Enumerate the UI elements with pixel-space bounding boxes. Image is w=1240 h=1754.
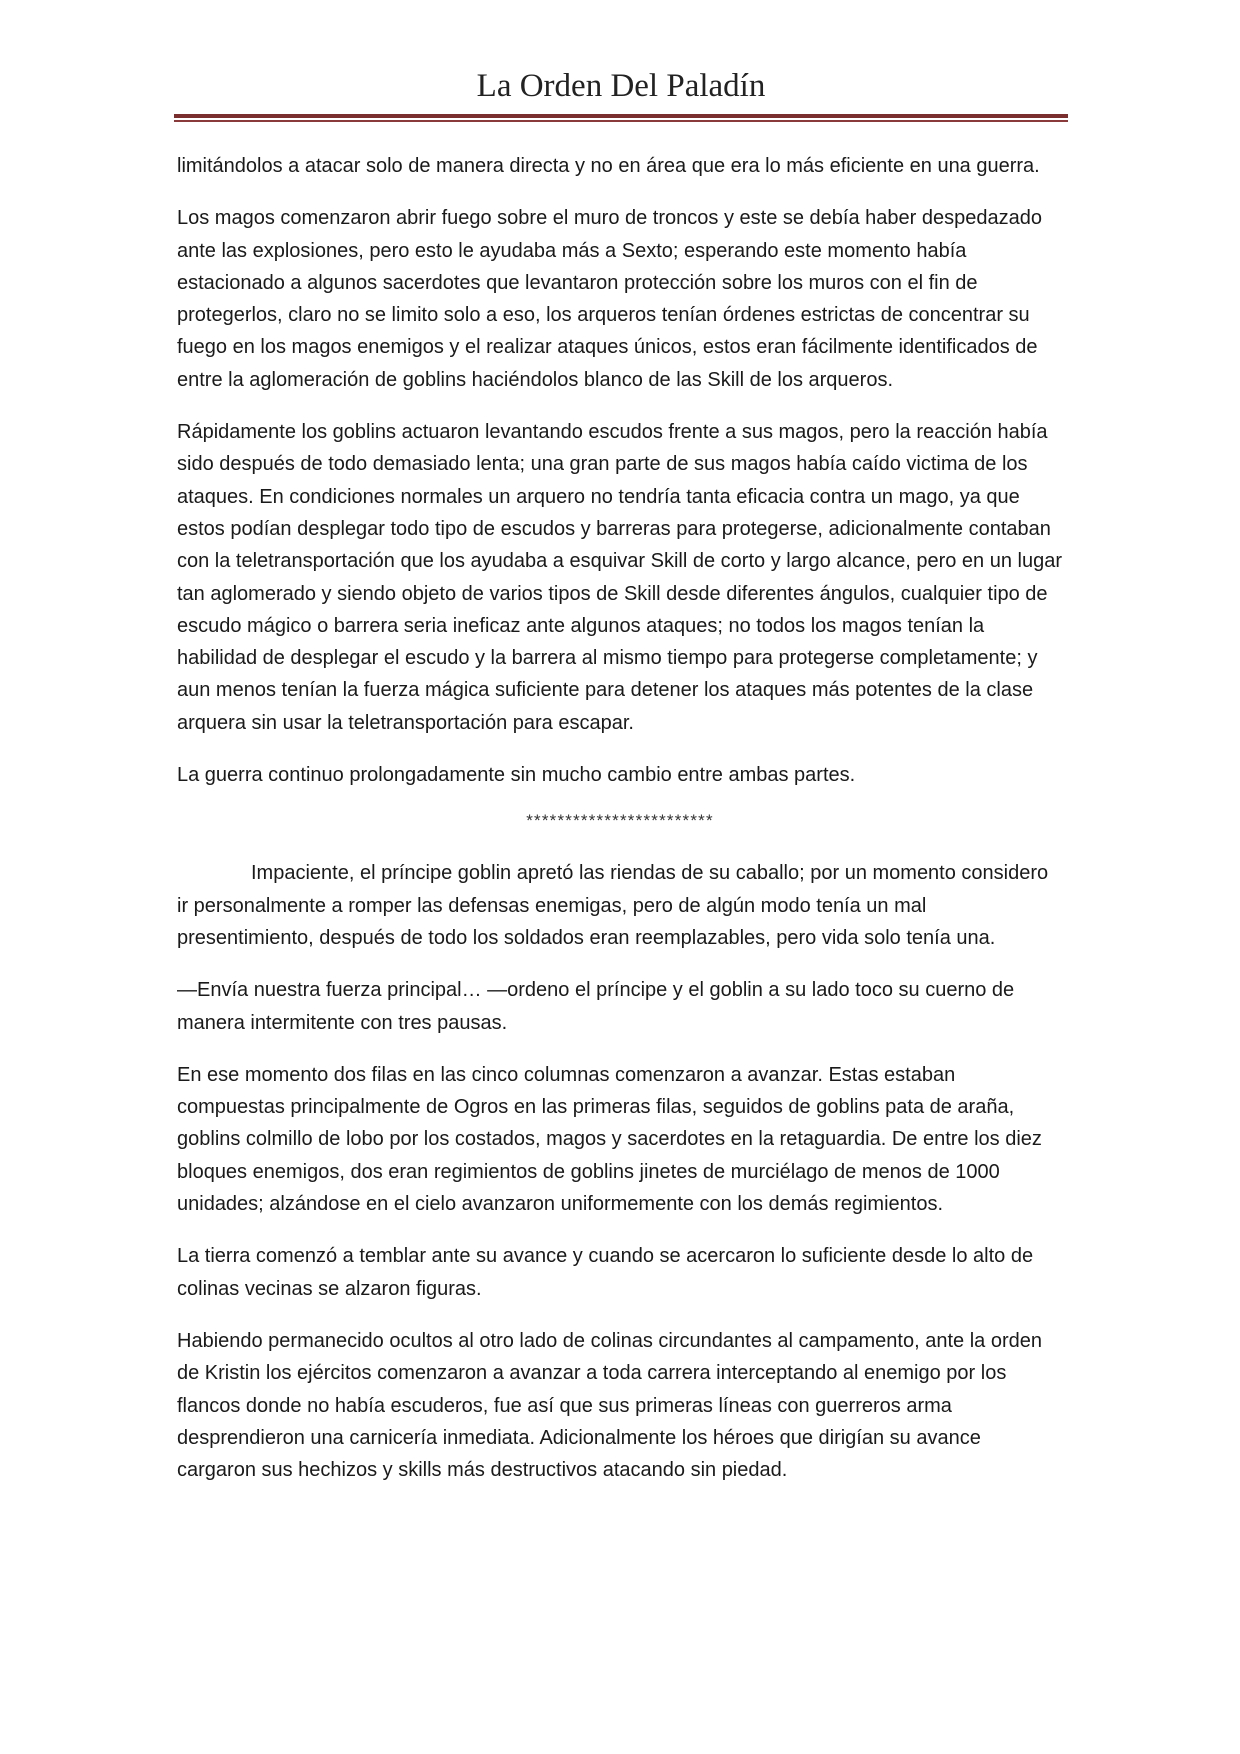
paragraph: —Envía nuestra fuerza principal… —ordeno el príncipe y el goblin a su lado toco su cuerno de manera intermitente con tres pausas.: [177, 979, 1015, 1034]
paragraph: La tierra comenzó a temblar ante su avance y cuando se acercaron lo suficiente desde lo alto de colinas vecinas se alzaron figuras.: [177, 1245, 1034, 1300]
document-body: [177, 150, 1063, 1506]
scene-separator: ************************: [526, 811, 714, 831]
paragraph: Los magos comenzaron abrir fuego sobre el muro de troncos y este se debía haber despedazado ante las explosiones, pero esto le ayudaba más a Sexto; esperando este momento había estacionado a algunos sacerdotes que levantaron protección sobre los muros con el fin de protegerlos, claro no se limito solo a eso, los arqueros tenían órdenes estrictas de concentrar su fuego en los magos enemigos y el realizar ataques únicos, estos eran fácilmente identificados de entre la aglomeración de goblins haciéndolos blanco de las Skill de los arqueros.: [177, 207, 1042, 391]
header-rule-thin: [174, 120, 1068, 122]
paragraph: La guerra continuo prolongadamente sin mucho cambio entre ambas partes.: [177, 764, 856, 787]
paragraph: En ese momento dos filas en las cinco columnas comenzaron a avanzar. Estas estaban compuestas principalmente de Ogros en las primeras filas, seguidos de goblins pata de araña, goblins colmillo de lobo por los costados, magos y sacerdotes en la retaguardia. De entre los diez bloques enemigos, dos eran regimientos de goblins jinetes de murciélago de menos de 1000 unidades; alzándose en el cielo avanzaron uniformemente con los demás regimientos.: [177, 1063, 1042, 1216]
paragraph: Impaciente, el príncipe goblin apretó las riendas de su caballo; por un momento considero ir personalmente a romper las defensas enemigas, pero de algún modo tenía un mal presentimiento, después de todo los soldados eran reemplazables, pero vida solo tenía una.: [177, 862, 1049, 949]
page-title: La Orden Del Paladín: [476, 68, 766, 104]
paragraph: Rápidamente los goblins actuaron levantando escudos frente a sus magos, pero la reacción había sido después de todo demasiado lenta; una gran parte de sus magos había caído victima de los ataques. En condiciones normales un arquero no tendría tanta eficacia contra un mago, ya que estos podían desplegar todo tipo de escudos y barreras para protegerse, adicionalmente contaban con la teletransportación que los ayudaba a esquivar Skill de corto y largo alcance, pero en un lugar tan aglomerado y siendo objeto de varios tipos de Skill desde diferentes ángulos, cualquier tipo de escudo mágico o barrera seria ineficaz ante algunos ataques; no todos los magos tenían la habilidad de desplegar el escudo y la barrera al mismo tiempo para protegerse completamente; y aun menos tenían la fuerza mágica suficiente para detener los ataques más potentes de la clase arquera sin usar la teletransportación para escapar.: [177, 421, 1062, 734]
page-header: [174, 66, 1068, 106]
paragraph: limitándolos a atacar solo de manera directa y no en área que era lo más eficiente en una guerra.: [177, 155, 1040, 177]
paragraph: Habiendo permanecido ocultos al otro lado de colinas circundantes al campamento, ante la orden de Kristin los ejércitos comenzaron a avanzar a toda carrera interceptando al enemigo por los flancos donde no había escuderos, fue así que sus primeras líneas con guerreros arma desprendieron una carnicería inmediata. Adicionalmente los héroes que dirigían su avance cargaron sus hechizos y skills más destructivos atacando sin piedad.: [177, 1329, 1042, 1482]
header-rule: [174, 114, 1068, 126]
header-rule-thick: [174, 114, 1068, 118]
